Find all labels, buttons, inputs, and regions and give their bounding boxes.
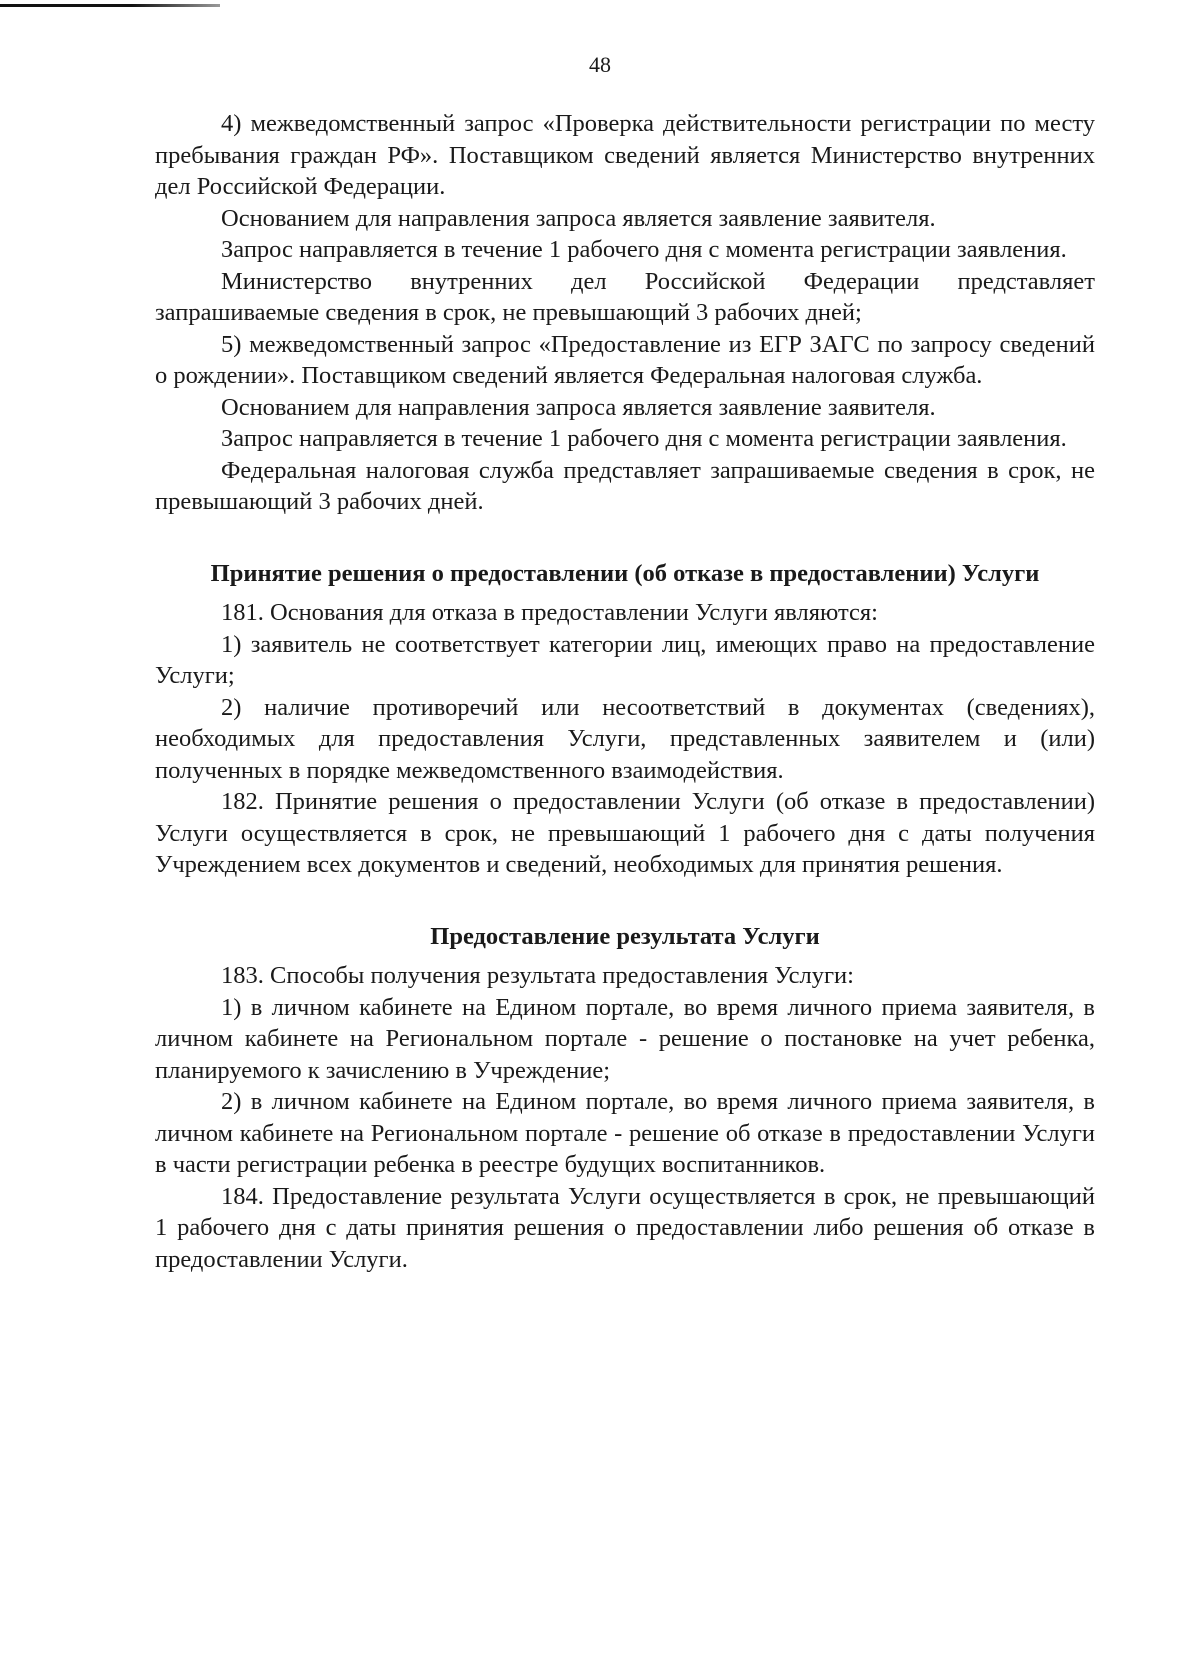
paragraph: 182. Принятие решения о предоставлении Услуги (об отказе в предоставлении) Услуги осуществляется в срок, не превышающий 1 рабочего дня с даты получения Учреждением всех документов и сведений, необходимых для принятия решения.	[155, 788, 1095, 878]
paragraph: 4) межведомственный запрос «Проверка действительности регистрации по месту пребывания граждан РФ». Поставщиком сведений является Министерство внутренних дел Российской Федерации.	[155, 110, 1095, 200]
document-body	[155, 108, 1095, 1275]
scan-edge-rule	[0, 4, 220, 7]
paragraph: Федеральная налоговая служба представляет запрашиваемые сведения в срок, не превышающий 3 рабочих дней.	[155, 456, 1095, 515]
page-number: 48	[589, 52, 611, 77]
paragraph: 2) в личном кабинете на Едином портале, во время личного приема заявителя, в личном кабинете на Региональном портале - решение об отказе в предоставлении Услуги в части регистрации ребенка в реестре будущих воспитанников.	[155, 1088, 1095, 1178]
paragraph: 184. Предоставление результата Услуги осуществляется в срок, не превышающий 1 рабочего дня с даты принятия решения о предоставлении либо решения об отказе в предоставлении Услуги.	[155, 1182, 1095, 1273]
section-heading-decision: Принятие решения о предоставлении (об отказе в предоставлении) Услуги	[210, 559, 1040, 587]
paragraph: Запрос направляется в течение 1 рабочего дня с момента регистрации заявления.	[221, 236, 1067, 263]
section-top	[155, 108, 1095, 518]
paragraph: 183. Способы получения результата предоставления Услуги:	[221, 962, 854, 989]
paragraph: Министерство внутренних дел Российской Федерации представляет запрашиваемые сведения в срок, не превышающий 3 рабочих дней;	[155, 267, 1095, 326]
paragraph: 1) заявитель не соответствует категории лиц, имеющих право на предоставление Услуги;	[155, 630, 1095, 689]
paragraph: 1) в личном кабинете на Едином портале, во время личного приема заявителя, в личном кабинете на Региональном портале - решение о постановке на учет ребенка, планируемого к зачислению в Учреждение;	[155, 993, 1095, 1084]
paragraph: 181. Основания для отказа в предоставлении Услуги являются:	[221, 599, 878, 626]
paragraph: 5) межведомственный запрос «Предоставление из ЕГР ЗАГС по запросу сведений о рождении». Поставщиком сведений является Федеральная налоговая служба.	[155, 330, 1095, 389]
paragraph: Основанием для направления запроса является заявление заявителя.	[221, 393, 936, 421]
paragraph: Запрос направляется в течение 1 рабочего дня с момента регистрации заявления.	[221, 425, 1067, 452]
section-heading-result: Предоставление результата Услуги	[430, 922, 820, 950]
section-result	[155, 960, 1095, 1275]
paragraph: 2) наличие противоречий или несоответствий в документах (сведениях), необходимых для предоставления Услуги, представленных заявителем и (или) полученных в порядке межведомственного взаимодействия.	[155, 693, 1095, 784]
paragraph: Основанием для направления запроса является заявление заявителя.	[221, 204, 936, 232]
section-decision	[155, 597, 1095, 881]
